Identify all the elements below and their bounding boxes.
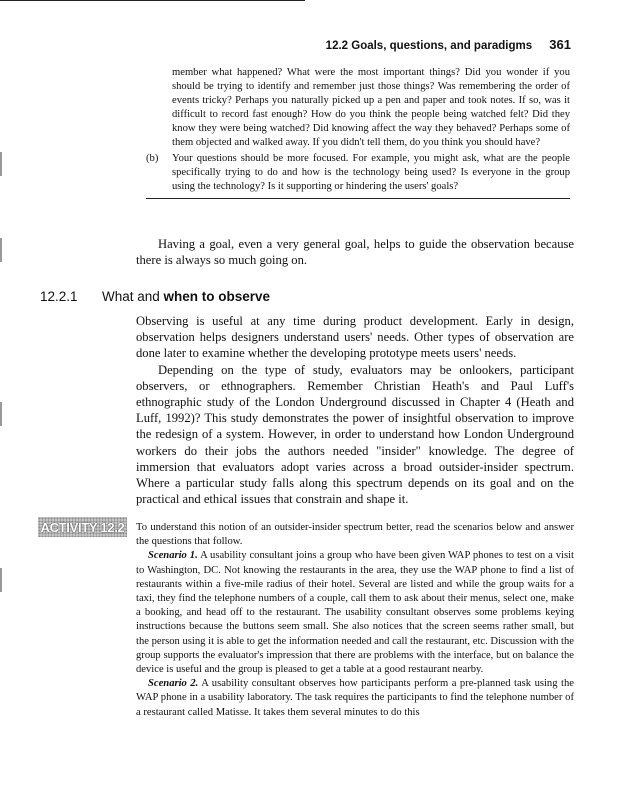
section-heading: [40, 289, 270, 304]
running-header: [326, 37, 571, 52]
scenario-2-label: Scenario 2.: [148, 678, 199, 690]
section-title-bold: when to observe: [163, 289, 271, 304]
section-title-plain: What and: [102, 289, 164, 304]
scenario-1-label: Scenario 1.: [148, 550, 198, 562]
page-number: 361: [549, 37, 571, 52]
margin-mark: [0, 238, 2, 262]
margin-mark: [0, 568, 2, 592]
answer-b-text: Your questions should be more focused. For example, you might ask, what are the people specifically trying to do and how is the technology being used? Is everyone in the group using the technology? Is it supporting or hindering the users' goals?: [172, 152, 570, 192]
scenario-1: [136, 549, 574, 677]
activity-intro: To understand this notion of an outsider-insider spectrum better, read the scenarios below and answer the questions that follow.: [136, 522, 574, 548]
header-section-title: 12.2 Goals, questions, and paradigms: [325, 40, 533, 52]
answer-a-continuation: member what happened? What were the most important things? Did you wonder if you should be trying to identify and remember just those things? Was remembering the order of events tricky? Perhaps you naturally picked up a pen and paper and took notes. If so, was it difficult to record fast enough? How do you think the people being watched felt? Did they know they were being watched? Did knowing affect the way they behaved? Perhaps some of them objected and walked away. If you didn't tell them, do you think you should have?: [172, 67, 570, 149]
scenario-2: [136, 677, 574, 720]
intro-paragraph-block: [136, 236, 574, 268]
margin-mark: [0, 152, 2, 176]
scenario-2-text: A usability consultant observes how participants perform a pre-planned task using the WAP phone in a usability laboratory. The task requires the participants to find the telephone number of a restaurant called Matisse. It takes them several minutes to do this: [136, 678, 574, 718]
section-number: 12.2.1: [40, 289, 78, 304]
intro-paragraph: Having a goal, even a very general goal, helps to guide the observation because there is always so much going on.: [136, 237, 574, 267]
activity-block: [136, 521, 574, 720]
answer-b-label: (b): [146, 152, 159, 164]
scenario-1-text: A usability consultant joins a group who have been given WAP phones to test on a visit to Washington, DC. Not knowing the restaurants in the area, they use the WAP phone to find a list of restaurants within a five-mile radius of their hotel. Several are listed and while the group waits for a taxi, they find the telephone numbers of a couple, call them to ask about their menus, select one, make a booking, and head off to the restaurant. The usability consultant observes some problems keying instructions because the buttons seem small. She also notices that the screen seems rather small, but the person using it is able to get the information needed and call the restaurant, etc. Discussion with the group supports the evaluator's impression that there are problems with the interface, but on balance the device is useful and the group is pleased to get a table at a good restaurant nearby.: [136, 550, 574, 676]
body-paragraph-1: Observing is useful at any time during product development. Early in design, observation helps designers understand users' needs. Other types of observation are done later to examine whether the developing prototype meets users' needs.: [136, 314, 574, 361]
activity-answer-box: [146, 66, 570, 199]
top-rule: [0, 0, 305, 1]
margin-mark: [0, 402, 2, 426]
body-paragraph-2: Depending on the type of study, evaluators may be onlookers, participant observers, or ethnographers. Remember Christian Heath's and Paul Luff's ethnographic study of the London Underground discussed in Chapter 4 (Heath and Luff, 1992)? This study demonstrates the power of insightful observation to improve the redesign of a system. However, in order to understand how London Underground workers do their jobs the authors needed "insider" knowledge. The degree of immersion that evaluators adopt varies across a broad outsider-insider spectrum. Where a particular study falls along this spectrum depends on its goal and on the practical and ethical issues that constrain and shape it.: [136, 362, 574, 507]
activity-badge: ACTIVITY 12.2: [38, 517, 127, 537]
box-bottom-rule: [146, 198, 570, 199]
answer-b: [146, 152, 570, 194]
section-body: [136, 313, 574, 507]
